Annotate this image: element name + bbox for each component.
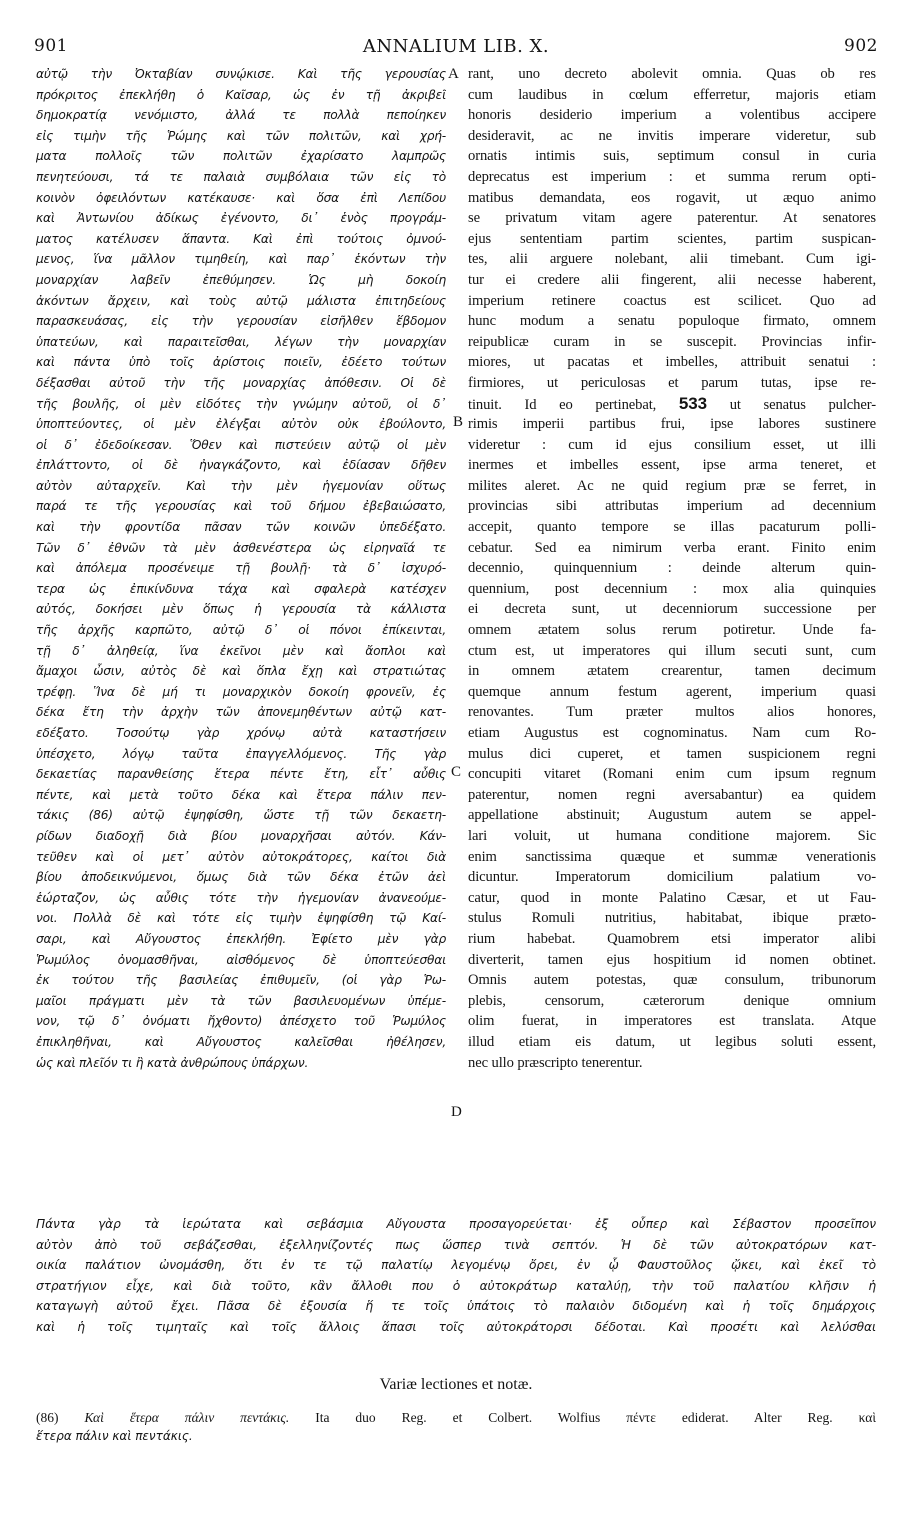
running-title: ANNALIUM LIB. X. — [362, 36, 550, 57]
margin-marker-b: B — [453, 414, 464, 430]
margin-marker-c: C — [451, 764, 462, 780]
notes-heading: Variæ lectiones et notæ. — [379, 1376, 533, 1393]
latin-text-line: etiam Augustus est cognominatus. Nam cum Ro- — [468, 725, 876, 741]
greek-text-line: Τῶν δ᾽ ἐθνῶν τὰ μὲν ἀσθενέστερα ὡς εἰρηναῖά τε — [36, 540, 446, 555]
latin-text-line: ctum est, ut imperatores qui illum secuti sunt, cum — [468, 642, 876, 659]
greek-text-line: τρέφῃ. Ἵνα δὲ μή τι μοναρχικὸν δοκοίη φρονεῖν, ἐς — [36, 684, 446, 699]
latin-text-line: nec ullo præscripto tenerentur. — [468, 1054, 643, 1071]
latin-text-line: quennium, post decennium : mox alia quinquies — [468, 580, 876, 597]
latin-text-line: desideravit, ac ne invitis imperare videretur, sub — [468, 127, 876, 144]
greek-text-line: τερα ὡς ἐπικίνδυνα τάχα καὶ σφαλερὰ κατέσχεν — [36, 581, 446, 596]
greek-text-line: μενος, ἵνα μᾶλλον τιμηθείη, καὶ παρ᾽ ἑκόντων τὴν — [36, 252, 446, 267]
greek-text-line: δέξασθαι αὐτοῦ τὴν τῆς μοναρχίας ἀπόθεσιν. Οἱ δὲ — [36, 375, 446, 390]
greek-text-line: τάκις (86) αὐτῷ ἐψηφίσθη, ὥστε τῇ τῶν δεκαετη- — [36, 808, 446, 823]
greek-text-line: νοι. Πολλὰ δὲ καὶ τότε εἰς τιμὴν ἐψηφίσθη τῷ Καί- — [36, 911, 446, 926]
latin-text-line: renovantes. Tum præter multos alios honores, — [468, 704, 876, 721]
greek-text-line: Ῥωμύλος ὀνομασθῆναι, αἰσθόμενος δὲ ὑποπτεύεσθαι — [36, 952, 446, 967]
greek-text-line: τῆς βουλῆς, οἱ μὲν εἰδότες τὴν γνώμην αὐτοῦ, οἱ δ᾽ — [36, 396, 446, 411]
greek-text-line: μοναρχίαν λαβεῖν ἐπεθύμησεν. Ὡς μὴ δοκοίη — [36, 272, 446, 287]
greek-text-line: καὶ πάντα ὑπὸ τοῖς ἀρίστοις ποιεῖν, ἐδέετο τούτων — [36, 355, 446, 370]
greek-text-line: νον, τῷ δ᾽ ὀνόματι ἤχθοντο) ἀπέσχετο τοῦ Ῥωμύλος — [36, 1014, 446, 1029]
latin-text-line: accepit, quanto tempore se illas pacaturum polli- — [468, 519, 876, 536]
greek-text-line: αὐτὸν αὐταρχεῖν. Καὶ τὴν μὲν ἡγεμονίαν οὕτως — [36, 478, 446, 493]
full-greek-text-line: καταγωγὴ αὐτοῦ ἔχει. Πᾶσα δὲ ἐξουσία ἥ τε τοῖς ὑπάτοις τὸ παλαιὸν διδομένη καὶ ἡ τοῖς δημάρχοις — [36, 1299, 876, 1314]
greek-text-line: πέντε, καὶ μετὰ τοῦτο δέκα καὶ ἕτερα πάλιν πεν- — [36, 787, 446, 802]
greek-text-line: τῆς ἀρχῆς καρπῶτο, αὐτῷ δ᾽ οἱ πόνοι ἐπίκεινται, — [36, 623, 446, 638]
greek-text-line: βίου ἀποδεικνύμενοι, ὅμως διὰ τῶν δέκα ἐτῶν ἀεὶ — [36, 870, 446, 885]
latin-text-line: enim sanctissima quæque et summæ venerationis — [468, 848, 876, 865]
latin-text-line: cebatur. Sed ea nimirum verba erant. Finito enim — [468, 539, 876, 556]
latin-text-line: decennio, quinquennium : deinde alterum quin- — [468, 560, 876, 577]
latin-text-line: reipublicæ curam in se suscepit. Provincias infir- — [468, 333, 876, 350]
greek-text-line: ματα πολλοῖς τῶν πολιτῶν ἐχαρίσατο λαμπρῶς — [36, 149, 446, 164]
greek-text-line: ἐπλάττοντο, οἱ δὲ ἠναγκάζοντο, καὶ ἐδίασαν δῆθεν — [36, 458, 446, 473]
latin-text-line: inermes et imbelles essent, ipse arma teneret, et — [468, 457, 876, 474]
greek-text-line: δεκαετίας παρανθείσης ἕτερα πέντε ἔτη, εἶτ᾽ αὖθις — [36, 767, 446, 782]
latin-text-line: illud etiam eis datum, ut legibus soluti essent, — [468, 1033, 876, 1050]
greek-text-line: σαρι, καὶ Αὔγουστος ἐπεκλήθη. Ἐφίετο μὲν γὰρ — [36, 931, 446, 946]
latin-text-line: firmiores, ut periculosas et parum tutas, ipse re- — [468, 374, 876, 391]
greek-text-line: εδέξατο. Τοσούτῳ γὰρ χρόνῳ αὐτὰ καταστήσειν — [36, 726, 446, 740]
latin-text-line: quemque annum festum agerent, imperium quasi — [468, 683, 876, 700]
latin-text-line: rium habebat. Quamobrem etsi imperator alibi — [468, 930, 876, 947]
latin-text-line: matibus demandata, eos rogavit, ut æquo animo — [468, 189, 876, 206]
greek-text-line: καὶ Ἀντωνίου ἀδίκως ἐγένοντο, δι᾽ ἑνὸς προγράμ- — [36, 211, 446, 226]
latin-text-line: rant, uno decreto abolevit omnia. Quas ob res — [468, 66, 876, 82]
greek-text-line: ματος κατέλυσεν ἅπαντα. Καὶ ἐπὶ τούτοις ὀμνού- — [36, 231, 446, 246]
page-header — [34, 36, 878, 64]
latin-text-line: mulus dici cuperet, et tamen suspicionem regni — [468, 745, 876, 762]
latin-text-line: dicuntur. Imperatorum domicilium palatium vo- — [468, 869, 876, 886]
greek-text-line: μαῖοι πράγματι μὲν τὰ τῶν βασιλευομένων ὑπέμε- — [36, 993, 446, 1008]
greek-text-line: παρά τε τῆς γερουσίας καὶ τοῦ δήμου ἐβεβαιώσατο, — [36, 499, 446, 514]
latin-text-line: appellatione abstinuit; Augustum autem se appel- — [468, 807, 876, 824]
latin-text-line: ei decreta sunt, ut decenniorum successione per — [468, 601, 876, 618]
note-number: (86) — [36, 1410, 59, 1425]
latin-text-line: plebis, censorum, cæterorum denique omnium — [468, 992, 876, 1009]
page-number-right: 902 — [844, 36, 878, 56]
latin-text-line: tur ei credere alii fingerent, alii necesse haberent, — [468, 271, 876, 288]
greek-text-line: ἀκόντων ἄρχειν, καὶ τοὺς αὐτῷ μάλιστα ἐπιτηδείους — [36, 293, 446, 308]
greek-text-line: αὐτός, δοκήσει μὲν ὅπως ἡ γερουσία τὰ κάλλιστα — [36, 602, 446, 617]
latin-text-line: hunc modum a senatu populoque firmato, omnem — [468, 313, 876, 330]
note-text: Ita duo Reg. et Colbert. Wolfius πέντε ediderat. Alter Reg. καὶ — [315, 1410, 876, 1425]
greek-text-line: αὐτῷ τὴν Ὀκταβίαν συνῴκισε. Καὶ τῆς γερουσίας — [36, 67, 446, 81]
latin-text-line: concupiti vitaret (Romani enim cum ipsum regnum — [468, 766, 876, 783]
latin-text-line: miores, ut pacatas et imbelles, attribuit senatui : — [468, 354, 876, 371]
margin-marker-a: A — [448, 66, 459, 82]
note-lemma: Καὶ ἕτερα πάλιν πεντάκις. — [84, 1410, 290, 1425]
greek-text-line: ὑπέσχετο, λόγῳ ταῦτα ἐπαγγελλόμενος. Τῆς γὰρ — [36, 746, 446, 761]
latin-text-line: lari voluit, ut humana conditione majorem. Sic — [468, 827, 876, 844]
greek-text-line: δημοκρατίᾳ νενόμιστο, ἀλλά τε πολλὰ πεποίηκεν — [36, 108, 446, 123]
margin-marker-d: D — [451, 1104, 462, 1120]
greek-text-line: ἐπικληθῆναι, καὶ Αὔγουστος καλεῖσθαι ἠθέλησεν, — [36, 1034, 446, 1049]
greek-text-line: πενητεύουσι, τά τε παλαιὰ συμβόλαια τῶν εἰς τὸ — [36, 169, 446, 184]
full-greek-text-line: Πάντα γὰρ τὰ ἱερώτατα καὶ σεβάσμια Αὔγουστα προσαγορεύεται· ἐξ οὗπερ καὶ Σέβαστον προσεῖπον — [36, 1217, 876, 1231]
latin-text-line: honoris desiderio imperium a volentibus accipere — [468, 107, 876, 124]
greek-text-line: καὶ τὴν φροντίδα πᾶσαν τῶν κοινῶν ὑπεδέξατο. — [36, 520, 446, 535]
latin-text-segment: ut senatus pulcher- — [729, 396, 876, 413]
latin-text-line: se privatum vitam agere paterentur. At senatores — [468, 210, 876, 227]
latin-text-line: tes, alii arguere nolebant, alii timebant. Cum igi- — [468, 251, 876, 268]
greek-text-line: δέκα ἔτη τὴν ἀρχὴν τῶν ἀπονεμηθέντων αὐτῷ κατ- — [36, 705, 446, 720]
latin-text-line: cum laudibus in cœlum efferretur, majoris etiam — [468, 86, 876, 103]
greek-text-line: οἱ δ᾽ ἐδεδοίκεσαν. Ὅθεν καὶ πιστεύειν αὐτῷ οἱ μὲν — [36, 437, 446, 452]
greek-text-line: ὡς καὶ πλεῖόν τι ἢ κατὰ ἀνθρώπους ὑπάρχων. — [36, 1055, 309, 1070]
greek-text-line: τεῦθεν καὶ οἱ μετ᾽ αὐτὸν αὐτοκράτορες, καίτοι διὰ — [36, 849, 446, 864]
latin-text-line: in omnem ætatem crearentur, tamen decimum — [468, 663, 876, 680]
greek-text-line: ἐκ τούτου τῆς βασιλείας ἐπιθυμεῖν, (οἱ γὰρ Ῥω- — [36, 973, 446, 988]
latin-text-line: deprecatus est imperium : et summa rerum opti- — [468, 168, 876, 185]
full-greek-text-line: οικία παλάτιον ὠνομάσθη, ὅτι ἐν τε τῷ παλατίῳ λεγομένῳ ὄρει, ἐν ᾧ Φαυστοῦλος ᾤκει, καὶ ἐκεῖ τὸ — [36, 1258, 876, 1273]
full-greek-text-line: καὶ ἡ τοῖς τιμηταῖς καὶ τοῖς ἄλλοις ἅπασι τοῖς αὐτοκράτορσι δέδοται. Καὶ προσέτι καὶ λελύσθαι — [36, 1319, 876, 1334]
greek-text-line: ρίδων διαδοχῇ διὰ βίου μοναρχῆσαι αὐτόν. Κάν- — [36, 828, 446, 843]
latin-text-line: rimis imperii partibus frui, ipse labores sustinere — [468, 416, 876, 433]
latin-text-column — [468, 64, 876, 1073]
latin-text-line: stulus Romuli nutritius, habitabat, ibique præto- — [468, 910, 876, 927]
latin-text-line: Omnis autem potestas, quæ consulum, tribunorum — [468, 972, 876, 989]
greek-text-line: εἰς τιμὴν τῆς Ῥώμης καὶ τῶν πολιτῶν, καὶ χρή- — [36, 128, 446, 143]
greek-text-line: παρασκευάσας, εἰς τὴν γερουσίαν εἰσῆλθεν ἕβδομον — [36, 314, 446, 329]
latin-text-line: diverterit, tamen ejus hospitium id nomen obtinet. — [468, 951, 876, 968]
latin-text-line: provincias sibi attributas imperium ad decennium — [468, 498, 876, 515]
greek-text-line: τῇ δ᾽ ἀληθείᾳ, ἵνα ἐκεῖνοι μὲν καὶ ἄοπλοι καὶ — [36, 643, 446, 658]
greek-text-line: ἑώρταζον, ὡς αὖθις τότε τὴν ἡγεμονίαν ἀνανεούμε- — [36, 890, 446, 905]
latin-text-line: imperium retinere coactus est scilicet. Quo ad — [468, 292, 876, 309]
note-continuation: ἕτερα πάλιν καὶ πεντάκις. — [36, 1429, 193, 1443]
latin-text-line — [468, 394, 876, 415]
full-greek-text-line: στρατήγιον εἶχε, καὶ διὰ τοῦτο, κἂν ἄλλοθι που ὁ αὐτοκράτωρ καταλύῃ, τὴν τοῦ παλατίου κλῆσιν ἡ — [36, 1278, 876, 1293]
latin-text-line: paterentur, nomen regni aversabantur) ea quidem — [468, 786, 876, 803]
latin-text-segment: tinuit. Id eo pertinebat, — [468, 396, 657, 413]
edition-page-number: 533 — [678, 393, 707, 413]
greek-text-line: κοινὸν ὀφειλόντων κατέκαυσε· καὶ ὅσα ἐπὶ Λεπίδου — [36, 190, 446, 205]
notes-section — [36, 1408, 876, 1446]
greek-text-line: καὶ ἀπόλεμα προσένειμε τῇ βουλῇ· τὰ δ᾽ ἰσχυρό- — [36, 561, 446, 576]
latin-text-line: ejus sententiam partim scientes, partim suspican- — [468, 230, 876, 247]
latin-text-line: milites aleret. Ac ne quid regium præ se ferret, in — [468, 477, 876, 494]
note-line — [36, 1408, 876, 1427]
greek-text-column — [36, 64, 446, 1073]
greek-text-line: ὑπατεύων, καὶ παραιτεῖσθαι, λέγων τὴν μοναρχίαν — [36, 334, 446, 349]
latin-text-line: omnem ætatem solus rerum potiretur. Unde fa- — [468, 622, 876, 639]
latin-text-line: ornatis intimis suis, septimum consul in curia — [468, 148, 876, 165]
greek-text-line: ὑποπτεύοντες, οἱ μὲν ἐλέγξαι αὐτὸν οὐκ ἐβούλοντο, — [36, 417, 446, 432]
full-width-greek-text — [36, 1214, 876, 1338]
latin-text-line: videretur : cum id ejus consilium esset, ut illi — [468, 436, 876, 453]
greek-text-line: πρόκριτος ἐπεκλήθη ὁ Καῖσαρ, ὡς ἐν τῇ ἀκριβεῖ — [36, 87, 446, 102]
full-greek-text-line: αὐτὸν ἀπὸ τοῦ σεβάζεσθαι, ἐξελληνίζοντές πως ὥσπερ τινὰ σεπτόν. Ἡ δὲ τῶν αὐτοκρατόρων κατ- — [36, 1237, 876, 1252]
latin-text-line: catur, quod in monte Palatino Cæsar, et ut Fau- — [468, 889, 876, 906]
page-number-left: 901 — [34, 36, 68, 56]
greek-text-line: ἄμαχοι ὦσιν, αὐτὸς δὲ καὶ ὅπλα ἔχῃ καὶ στρατιώτας — [36, 664, 446, 679]
latin-text-line: olim fuerat, in imperatores est translata. Atque — [468, 1013, 876, 1030]
